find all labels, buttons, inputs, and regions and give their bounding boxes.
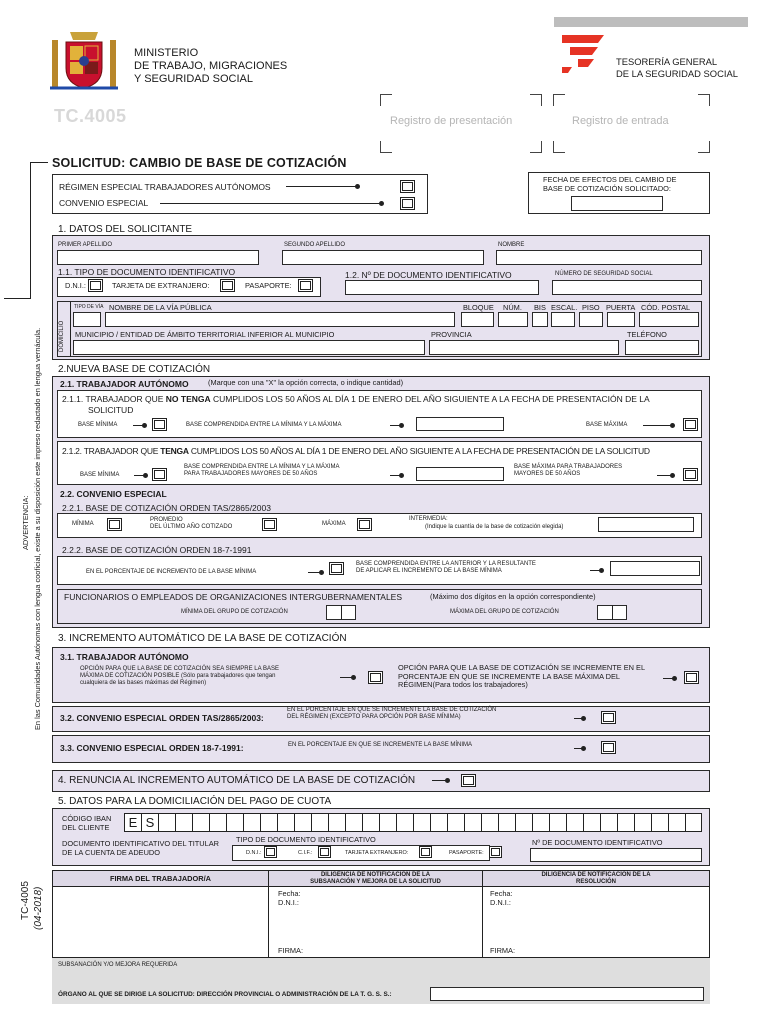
telefono-input[interactable] xyxy=(625,340,699,355)
puerta-input[interactable] xyxy=(607,312,635,327)
subsanacion-fecha-label: Fecha: xyxy=(278,889,301,898)
fecha-efectos-label-line2: BASE DE COTIZACIÓN SOLICITADO: xyxy=(543,183,671,193)
numero-label: NÚM. xyxy=(503,303,522,312)
tipo-via-input[interactable] xyxy=(73,312,101,327)
leader-line xyxy=(657,475,673,476)
s211-text-pre: 2.1.1. TRABAJADOR QUE xyxy=(62,394,166,404)
escalera-label: ESCAL. xyxy=(551,303,578,312)
advertencia-text: En las Comunidades Autónomas con lengua cooficial, existe a su disposición este impreso redactado en lengua vernácula. xyxy=(33,327,42,730)
regimen-autonomos-checkbox[interactable] xyxy=(400,180,415,193)
s212-text-bold: TENGA xyxy=(160,446,189,456)
leader-line xyxy=(432,780,448,781)
trabajador-autonomo-note: (Marque con una "X" la opción correcta, o indique cantidad) xyxy=(208,378,404,387)
s32-checkbox[interactable] xyxy=(601,711,616,724)
maxima-grupo-label: MÁXIMA DEL GRUPO DE COTIZACIÓN xyxy=(450,609,559,615)
section3-heading: 3. INCREMENTO AUTOMÁTICO DE LA BASE DE COTIZACIÓN xyxy=(58,633,347,644)
nombre-via-label: NOMBRE DE LA VÍA PÚBLICA xyxy=(109,303,212,312)
s221-minima-label: MÍNIMA xyxy=(72,521,94,527)
s32-text-line2: DEL RÉGIMEN (EXCEPTO PARA OPCIÓN POR BASE MÍNIMA) xyxy=(287,714,461,720)
s5-tarjeta-checkbox[interactable] xyxy=(419,846,432,858)
s212-text-pre: 2.1.2. TRABAJADOR QUE xyxy=(62,446,161,456)
iban-input[interactable] xyxy=(124,813,702,832)
advertencia-title: ADVERTENCIA: xyxy=(21,495,30,550)
iban-country-e: E xyxy=(125,814,142,831)
s221-label: 2.2.1. BASE DE COTIZACIÓN ORDEN TAS/2865/2003 xyxy=(62,503,271,513)
numero-documento-input[interactable] xyxy=(345,280,539,295)
s211-base-minima-checkbox[interactable] xyxy=(152,418,167,431)
s222-base-anterior-label2: DE APLICAR EL INCREMENTO DE LA BASE MÍNIMA xyxy=(356,568,502,574)
nombre-input[interactable] xyxy=(496,250,702,265)
page-title: SOLICITUD: CAMBIO DE BASE DE COTIZACIÓN xyxy=(52,156,347,170)
s221-maxima-checkbox[interactable] xyxy=(357,518,372,531)
section1-heading: 1. DATOS DEL SOLICITANTE xyxy=(58,224,193,235)
s31-opt2-line3: RÉGIMEN(Para todos los trabajadores) xyxy=(398,680,528,689)
s211-base-comprendida-label: BASE COMPRENDIDA ENTRE LA MÍNIMA Y LA MÁXIMA xyxy=(186,422,342,428)
s222-porcentaje-label: EN EL PORCENTAJE DE INCREMENTO DE LA BASE MÍNIMA xyxy=(86,569,257,575)
s221-intermedia-input[interactable] xyxy=(598,517,694,532)
s5-pasaporte-label: PASAPORTE: xyxy=(449,850,484,856)
tipo-documento-label: 1.1. TIPO DE DOCUMENTO IDENTIFICATIVO xyxy=(58,267,236,277)
provincia-input[interactable] xyxy=(429,340,619,355)
leader-line xyxy=(390,425,402,426)
s5-dni-checkbox[interactable] xyxy=(264,846,277,858)
leader-line xyxy=(663,678,675,679)
primer-apellido-input[interactable] xyxy=(57,250,259,265)
s5-num-doc-input[interactable] xyxy=(530,848,702,862)
s5-tipo-doc-label: TIPO DE DOCUMENTO IDENTIFICATIVO xyxy=(236,835,376,844)
bis-label: BIS xyxy=(534,303,546,312)
segundo-apellido-input[interactable] xyxy=(282,250,484,265)
s31-opt1-line3: cualquiera de las bases máximas del Régimen) xyxy=(80,680,207,686)
form-code: TC.4005 xyxy=(54,106,127,126)
top-grey-bar xyxy=(554,17,748,27)
organo-label: ÓRGANO AL QUE SE DIRIGE LA SOLICITUD: DIRECCIÓN PROVINCIAL O ADMINISTRACIÓN DE LA T. G. S. S.: xyxy=(58,991,392,998)
divider xyxy=(70,301,71,357)
tarjeta-extranjero-checkbox[interactable] xyxy=(220,279,235,292)
registro-presentacion-label: Registro de presentación xyxy=(390,115,513,127)
diligencia-resolucion-line1: DILIGENCIA DE NOTIFICACIÓN DE LA xyxy=(541,872,651,878)
trabajador-autonomo-title: 2.1. TRABAJADOR AUTÓNOMO xyxy=(60,379,189,389)
subsanacion-firma-label: FIRMA: xyxy=(278,946,304,955)
bloque-label: BLOQUE xyxy=(463,303,494,312)
leader-line xyxy=(308,572,322,573)
s212-base-comprendida-label2: PARA TRABAJADORES MAYORES DE 50 AÑOS xyxy=(184,471,318,477)
municipio-label: MUNICIPIO / ENTIDAD DE ÁMBITO TERRITORIAL INFERIOR AL MUNICIPIO xyxy=(75,330,335,339)
numero-documento-label: 1.2. Nº DE DOCUMENTO IDENTIFICATIVO xyxy=(345,270,512,280)
nombre-label: NOMBRE xyxy=(498,242,525,248)
spain-coat-of-arms-icon xyxy=(48,24,120,96)
resolucion-fecha-label: Fecha: xyxy=(490,889,513,898)
nombre-via-input[interactable] xyxy=(105,312,455,327)
leader-line xyxy=(574,748,584,749)
firma-trabajador-header: FIRMA DEL TRABAJADOR/A xyxy=(109,874,211,883)
pasaporte-checkbox[interactable] xyxy=(298,279,313,292)
piso-label: PISO xyxy=(582,303,600,312)
s222-base-anterior-input[interactable] xyxy=(610,561,700,576)
fecha-efectos-input[interactable] xyxy=(571,196,663,211)
codigo-postal-label: CÓD. POSTAL xyxy=(641,303,691,312)
nss-input[interactable] xyxy=(552,280,702,295)
s32-title: 3.2. CONVENIO ESPECIAL ORDEN TAS/2865/2003: xyxy=(60,713,264,723)
regimen-box xyxy=(52,174,428,214)
s221-promedio-checkbox[interactable] xyxy=(262,518,277,531)
leader-line xyxy=(133,425,145,426)
s31-opt1-line1: OPCIÓN PARA QUE LA BASE DE COTIZACIÓN SEA SIEMPRE LA BASE xyxy=(80,666,279,672)
resolucion-dni-label: D.N.I.: xyxy=(490,897,511,907)
primer-apellido-label: PRIMER APELLIDO xyxy=(58,242,113,248)
s212-base-maxima-label2: MAYORES DE 50 AÑOS xyxy=(514,471,581,477)
margin-line-top xyxy=(30,162,48,163)
margin-line xyxy=(30,162,31,298)
leader-line xyxy=(574,718,584,719)
s212-base-minima-label: BASE MÍNIMA xyxy=(80,472,120,478)
segundo-apellido-label: SEGUNDO APELLIDO xyxy=(284,242,346,248)
s211-text-post: CUMPLIDOS LOS 50 AÑOS AL DÍA 1 DE ENERO DEL AÑO SIGUIENTE A LA FECHA DE PRESENTACIÓN DE LA xyxy=(210,394,650,404)
s212-text-post: CUMPLIDOS LOS 50 AÑOS AL DÍA 1 DE ENERO DEL AÑO SIGUIENTE A LA FECHA DE PRESENTACIÓN DE LA SOLICITUD xyxy=(188,446,650,456)
leader-line xyxy=(340,677,354,678)
registro-entrada-label: Registro de entrada xyxy=(572,115,669,127)
ministry-name-line2: DE TRABAJO, MIGRACIONES xyxy=(134,60,288,72)
escalera-input[interactable] xyxy=(551,312,575,327)
leader-line xyxy=(390,475,402,476)
domicilio-label: DOMICILIO xyxy=(59,320,65,352)
pasaporte-label: PASAPORTE: xyxy=(245,281,292,290)
funcionarios-note: (Máximo dos dígitos en la opción correspondiente) xyxy=(430,592,596,601)
fecha-efectos-label-line1: FECHA DE EFECTOS DEL CAMBIO DE xyxy=(543,175,677,184)
ministry-name-line3: Y SEGURIDAD SOCIAL xyxy=(134,73,253,85)
s5-cif-checkbox[interactable] xyxy=(318,846,331,858)
s212-base-maxima-label1: BASE MÁXIMA PARA TRABAJADORES xyxy=(514,464,623,470)
s31-opt2-line1: OPCIÓN PARA QUE LA BASE DE COTIZACIÓN SE INCREMENTE EN EL xyxy=(398,663,646,672)
leader-line xyxy=(590,570,602,571)
renuncia-checkbox[interactable] xyxy=(461,774,476,787)
bis-input[interactable] xyxy=(532,312,548,327)
s221-intermedia-note: (Indique la cuantía de la base de cotización elegida) xyxy=(425,524,564,530)
s211-base-maxima-checkbox[interactable] xyxy=(683,418,698,431)
s31-title: 3.1. TRABAJADOR AUTÓNOMO xyxy=(60,652,189,662)
s221-minima-checkbox[interactable] xyxy=(107,518,122,531)
doc-titular-label-line2: DE LA CUENTA DE ADEUDO xyxy=(62,847,161,857)
regimen-option-convenio-label: CONVENIO ESPECIAL xyxy=(59,198,149,208)
s5-num-doc-label: Nº DE DOCUMENTO IDENTIFICATIVO xyxy=(532,838,663,847)
leader-line xyxy=(134,475,146,476)
s211-base-comprendida-input[interactable] xyxy=(416,417,504,431)
section2-heading: 2.NUEVA BASE DE COTIZACIÓN xyxy=(58,364,211,375)
leader-line xyxy=(643,425,673,426)
s222-base-anterior-label1: BASE COMPRENDIDA ENTRE LA ANTERIOR Y LA RESULTANTE xyxy=(356,561,536,567)
s5-dni-label: D.N.I.: xyxy=(246,850,262,856)
leader-line xyxy=(286,186,358,187)
diligencia-resolucion-line2: RESOLUCIÓN xyxy=(575,879,616,885)
s212-base-comprendida-label1: BASE COMPRENDIDA ENTRE LA MÍNIMA Y LA MÁXIMA xyxy=(184,464,340,470)
s222-porcentaje-checkbox[interactable] xyxy=(329,562,344,575)
s31-opt2-checkbox[interactable] xyxy=(684,671,699,684)
tipo-via-label: TIPO DE VÍA xyxy=(74,304,104,310)
tgss-logo-icon xyxy=(560,33,606,75)
ministry-name-line1: MINISTERIO xyxy=(134,47,199,59)
codigo-postal-input[interactable] xyxy=(639,312,699,327)
diligencia-subsanacion-line1: DILIGENCIA DE NOTIFICACIÓN DE LA xyxy=(320,872,431,878)
section5-heading: 5. DATOS PARA LA DOMICILIACIÓN DEL PAGO DE CUOTA xyxy=(58,796,332,807)
s33-text: EN EL PORCENTAJE EN QUE SE INCREMENTE LA BASE MÍNIMA xyxy=(288,742,473,748)
minima-grupo-label: MÍNIMA DEL GRUPO DE COTIZACIÓN xyxy=(181,609,288,615)
s212-base-maxima-checkbox[interactable] xyxy=(683,468,698,481)
s221-promedio-label1: PROMEDIO xyxy=(150,517,183,523)
s5-tarjeta-label: TARJETA EXTRANJERO: xyxy=(345,850,409,856)
nss-label: NÚMERO DE SEGURIDAD SOCIAL xyxy=(555,271,653,277)
puerta-label: PUERTA xyxy=(606,303,636,312)
subsanacion-label: SUBSANACIÓN Y/O MEJORA REQUERIDA xyxy=(58,962,178,968)
s221-intermedia-label: INTERMEDIA: xyxy=(409,516,448,522)
piso-input[interactable] xyxy=(579,312,603,327)
convenio-especial-title: 2.2. CONVENIO ESPECIAL xyxy=(60,489,167,499)
s31-opt1-line2: MÁXIMA DE COTIZACIÓN POSIBLE (Sólo para trabajadores que tengan xyxy=(80,673,276,679)
iban-label-line2: DEL CLIENTE xyxy=(62,822,110,832)
s212-base-minima-checkbox[interactable] xyxy=(152,468,167,481)
s32-text-line1: EN EL PORCENTAJE EN QUE SE INCREMENTE LA BASE DE COTIZACIÓN xyxy=(287,707,497,713)
margin-form-date: (04-2018) xyxy=(33,886,44,930)
s33-checkbox[interactable] xyxy=(601,741,616,754)
dni-checkbox[interactable] xyxy=(88,279,103,292)
s33-title: 3.3. CONVENIO ESPECIAL ORDEN 18-7-1991: xyxy=(60,743,244,753)
numero-input[interactable] xyxy=(498,312,528,327)
tgss-name-line1: TESORERÍA GENERAL xyxy=(616,56,718,67)
s221-maxima-label: MÁXIMA xyxy=(322,521,346,527)
subsanacion-dni-label: D.N.I.: xyxy=(278,897,299,907)
municipio-input[interactable] xyxy=(73,340,425,355)
s31-opt1-checkbox[interactable] xyxy=(368,671,383,684)
s212-base-comprendida-input[interactable] xyxy=(416,467,504,481)
funcionarios-label: FUNCIONARIOS O EMPLEADOS DE ORGANIZACIONES INTERGUBERNAMENTALES xyxy=(64,592,403,602)
s5-cif-label: C.I.F.: xyxy=(298,850,313,856)
s222-label: 2.2.2. BASE DE COTIZACIÓN ORDEN 18-7-1991 xyxy=(62,545,252,555)
s5-pasaporte-checkbox[interactable] xyxy=(489,846,502,858)
iban-label-line1: CÓDIGO IBAN xyxy=(62,814,112,823)
s211-base-minima-label: BASE MÍNIMA xyxy=(78,422,118,428)
s211-text-line2: SOLICITUD xyxy=(88,405,134,415)
provincia-label: PROVINCIA xyxy=(431,330,472,339)
s31-opt2-line2: PORCENTAJE EN QUE SE INCREMENTE LA BASE MÁXIMA DEL xyxy=(398,671,621,681)
telefono-label: TELÉFONO xyxy=(627,330,667,339)
tarjeta-extranjero-label: TARJETA DE EXTRANJERO: xyxy=(112,281,210,290)
resolucion-firma-label: FIRMA: xyxy=(490,946,516,955)
tgss-name-line2: DE LA SEGURIDAD SOCIAL xyxy=(616,68,738,79)
s211-text-bold: NO TENGA xyxy=(165,394,211,404)
s211-base-maxima-label: BASE MÁXIMA xyxy=(586,422,628,428)
bloque-input[interactable] xyxy=(461,312,494,327)
dni-label: D.N.I.: xyxy=(65,281,86,290)
regimen-convenio-checkbox[interactable] xyxy=(400,197,415,210)
s221-promedio-label2: DEL ÚLTIMO AÑO COTIZADO xyxy=(150,524,233,530)
leader-line xyxy=(160,203,382,204)
section4-heading: 4. RENUNCIA AL INCREMENTO AUTOMÁTICO DE LA BASE DE COTIZACIÓN xyxy=(58,775,416,786)
regimen-option-autonomos-label: RÉGIMEN ESPECIAL TRABAJADORES AUTÓNOMOS xyxy=(59,182,271,192)
diligencia-subsanacion-line2: SUBSANACIÓN Y MEJORA DE LA SOLICITUD xyxy=(310,879,441,885)
iban-country-s: S xyxy=(142,814,159,831)
margin-line-bottom xyxy=(4,298,31,299)
margin-form-code: TC-4005 xyxy=(20,881,31,920)
doc-titular-label-line1: DOCUMENTO IDENTIFICATIVO DEL TITULAR xyxy=(62,839,219,848)
organo-input[interactable] xyxy=(430,987,704,1001)
